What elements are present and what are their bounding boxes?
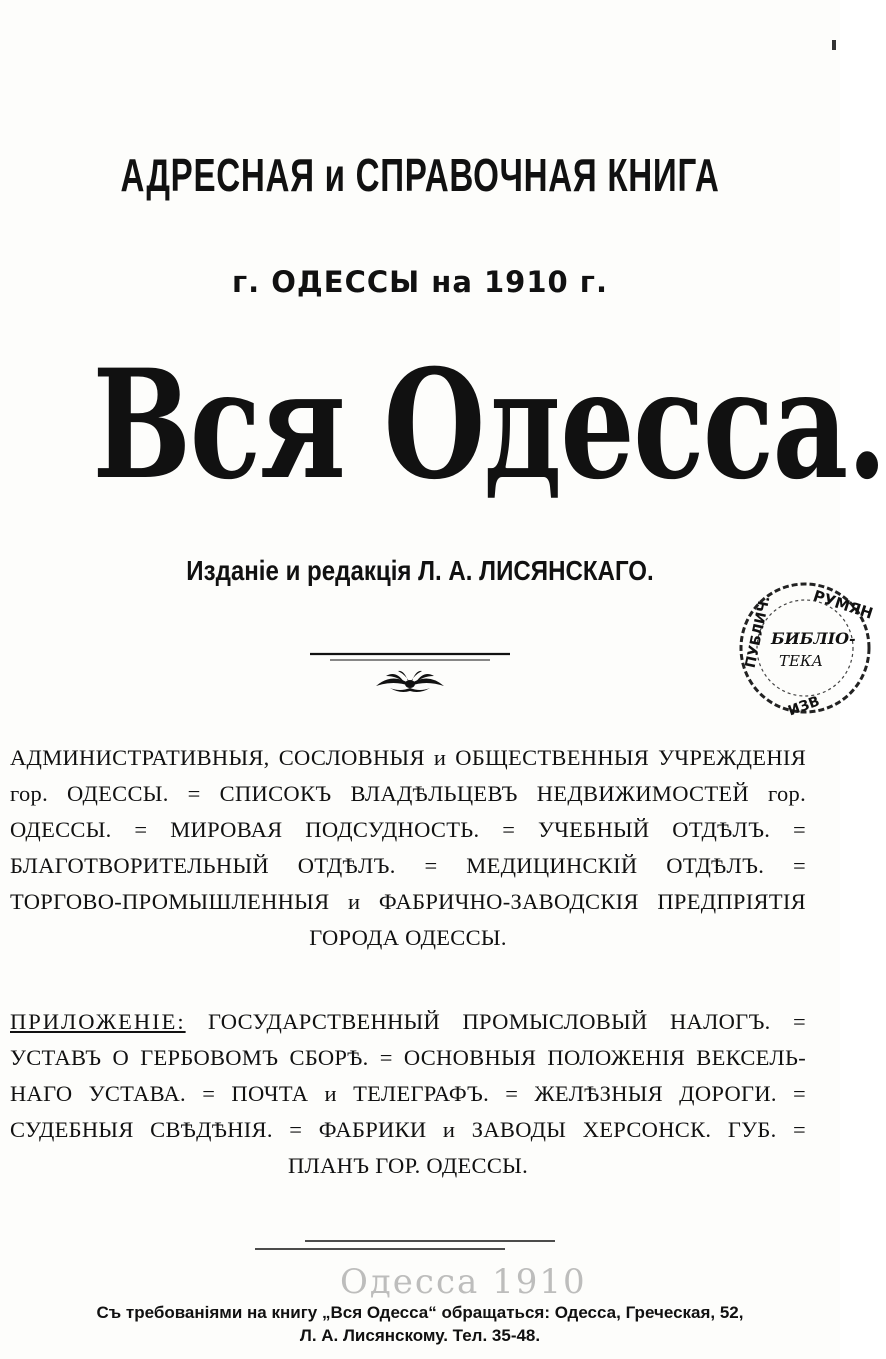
contents-line: ОДЕССЫ. = МИРОВАЯ ПОДСУДНОСТЬ. = УЧЕБНЫЙ ОТДѢЛЪ. = [10, 817, 806, 842]
editor-line: Изданіе и редакція Л. А. ЛИСЯНСКАГО. [186, 555, 654, 586]
contents-line: ТОРГОВО-ПРОМЫШЛЕННЫЯ и ФАБРИЧНО-ЗАВОДСКІЯ ПРЕДПРІЯТІЯ [10, 889, 806, 914]
contents-paragraph [10, 740, 806, 956]
contents-line: БЛАГОТВОРИТЕЛЬНЫЙ ОТДѢЛЪ. = МЕДИЦИНСКІЙ ОТДѢЛЪ. = [10, 853, 806, 878]
appendix-line-first [10, 1004, 806, 1040]
footer-rule [255, 1238, 555, 1252]
appendix-line: ПЛАНЪ ГОР. ОДЕССЫ. [287, 1153, 529, 1178]
main-title: Вся Одесса. [92, 337, 886, 513]
footer-line-1: Съ требованіями на книгу „Вся Одесса“ обращаться: Одесса, Греческая, 52, [96, 1303, 744, 1322]
stamp-text-center-2: ТЕКА [779, 652, 823, 670]
appendix-label: ПРИЛОЖЕНІЕ: [10, 1009, 186, 1034]
footer-line-2: Л. А. Лисянскому. Тел. 35-48. [299, 1326, 541, 1345]
edge-mark [832, 40, 836, 50]
contents-line: гор. ОДЕССЫ. = СПИСОКЪ ВЛАДѢЛЬЦЕВЪ НЕДВИЖИМОСТЕЙ гор. [10, 781, 806, 806]
handwritten-note: Одесса 1910 [340, 1262, 587, 1302]
ornament-divider [300, 650, 520, 700]
fleuron-icon [376, 671, 444, 692]
contents-line: АДМИНИСТРАТИВНЫЯ, СОСЛОВНЫЯ и ОБЩЕСТВЕННЫЯ УЧРЕЖДЕНІЯ [10, 745, 806, 770]
appendix-line: НАГО УСТАВА. = ПОЧТА и ТЕЛЕГРАФЪ. = ЖЕЛѢЗНЫЯ ДОРОГИ. = [10, 1081, 806, 1106]
appendix-line: УСТАВЪ О ГЕРБОВОМЪ СБОРѢ. = ОСНОВНЫЯ ПОЛОЖЕНІЯ ВЕКСЕЛЬ- [10, 1045, 806, 1070]
stamp-text-top: РУМЯН [810, 586, 876, 623]
appendix-paragraph [10, 1004, 806, 1184]
library-stamp [735, 578, 875, 718]
stamp-text-center-1: БИБЛІО- [771, 629, 856, 648]
appendix-line: СУДЕБНЫЯ СВѢДѢНІЯ. = ФАБРИКИ и ЗАВОДЫ ХЕРСОНСК. ГУБ. = [10, 1117, 806, 1142]
book-subtitle: г. ОДЕССЫ на 1910 г. [232, 265, 608, 299]
contents-line: ГОРОДА ОДЕССЫ. [309, 925, 507, 950]
appendix-first-line-text: ГОСУДАРСТВЕННЫЙ ПРОМЫСЛОВЫЙ НАЛОГЪ. = [208, 1009, 806, 1034]
stamp-text-left: ПУБЛИЧ. [742, 594, 774, 670]
stamp-text-bottom: ИЗВ [786, 693, 822, 720]
book-title: АДРЕСНАЯ и СПРАВОЧНАЯ КНИГА [120, 149, 720, 201]
